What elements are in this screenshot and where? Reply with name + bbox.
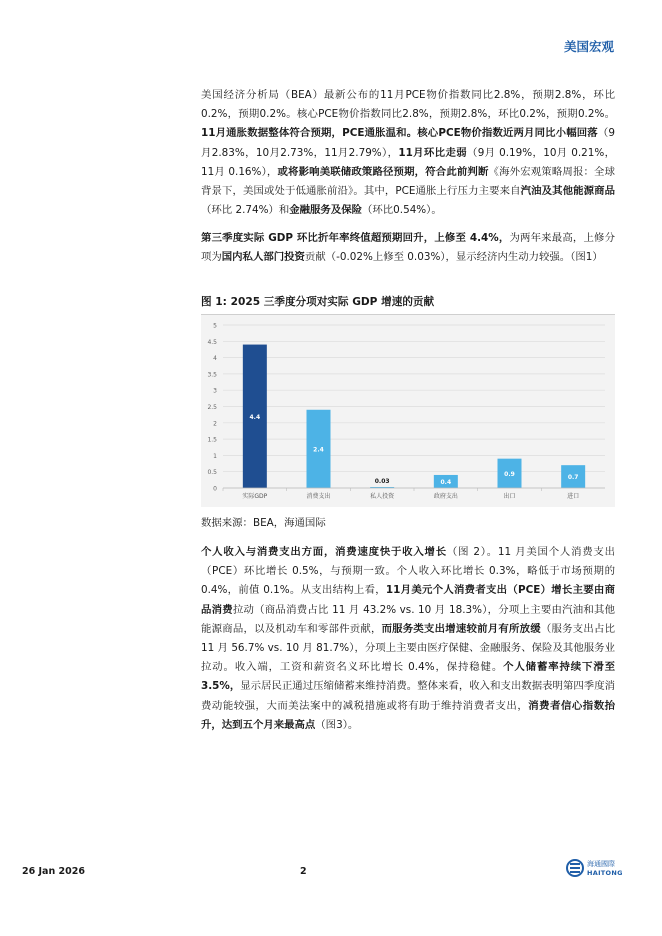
p1-run-9: 金融服务及保险 xyxy=(289,204,362,217)
bar-value-label: 2.4 xyxy=(313,446,324,454)
bar-value-label: 0.7 xyxy=(567,474,579,482)
y-tick-label: 5 xyxy=(213,322,217,330)
p3-run-6: 个人储蓄率持续下滑至 3.5%， xyxy=(201,661,616,693)
y-tick-label: 1 xyxy=(213,452,217,460)
haitong-logo xyxy=(566,858,628,880)
p3-run-8: 消费者信心指数抬升，达到五个月来最高点 xyxy=(201,699,615,731)
y-tick-label: 4.5 xyxy=(207,338,217,346)
p3-run-1: （图 2）。11 月美国个人消费支出（PCE）环比增长 0.5%，与预期一致。个人收入环比增长 0.3%，略低于市场预期的 0.4%，前值 0.1%。从支出结构上看， xyxy=(201,546,615,597)
y-tick-label: 4 xyxy=(213,355,217,363)
y-tick-label: 0.5 xyxy=(207,469,217,477)
y-tick-label: 1.5 xyxy=(207,436,217,444)
p3-run-3: 拉动（商品消费占比 11 月 43.2% vs. 10 月 18.3%），分项上主要由汽油和其他能源商品，以及机动车和零部件贡献， xyxy=(201,603,616,635)
p1-run-3: 11月环比走弱 xyxy=(398,146,467,159)
x-tick-label: 私人投资 xyxy=(370,493,395,500)
p1-run-10: （环比0.54%）。 xyxy=(362,204,442,217)
paragraph-income-consumption xyxy=(201,543,615,735)
logo-text-cn: 海通國際 xyxy=(587,860,615,868)
p2-run-3: 贡献（-0.02%上修至 0.03%），显示经济内生动力较强。（图1） xyxy=(304,251,603,264)
x-tick-label: 进口 xyxy=(567,493,580,500)
p2-run-1: 为两年来最高，上修分项为 xyxy=(201,232,616,264)
p1-run-8: （环比 2.74%）和 xyxy=(201,204,290,217)
x-tick-label: 消费支出 xyxy=(306,493,331,500)
p3-run-0: 个人收入与消费支出方面，消费速度快于收入增长 xyxy=(201,546,447,558)
section-header: 美国宏观 xyxy=(563,39,614,54)
p3-run-5: （服务支出占比 11 月 56.7% vs. 10 月 81.7%），分项上主要由医疗保健、金融服务、保险及其他服务业拉动。收入端，工资和薪资名义环比增长 0.4%，保持稳健。 xyxy=(201,622,616,674)
y-tick-label: 2 xyxy=(213,420,217,428)
gdp-contribution-chart xyxy=(201,315,615,507)
p3-run-7: 显示居民正通过压缩储蓄来维持消费。整体来看，收入和支出数据表明第四季度消费动能较强，大而美法案中的减税措施或将有助于维持消费者支出， xyxy=(201,680,615,712)
bar-value-label: 4.4 xyxy=(249,413,261,421)
p2-run-0: 第三季度实际 GDP 环比折年率终值超预期回升，上修至 4.4%， xyxy=(201,232,510,244)
haitong-logo-icon xyxy=(566,859,584,877)
p2-run-2: 国内私人部门投资 xyxy=(221,251,305,264)
p3-run-4: 而服务类支出增速较前月有所放缓 xyxy=(381,622,541,635)
y-tick-label: 3 xyxy=(213,387,217,395)
y-tick-label: 3.5 xyxy=(207,371,217,379)
p3-run-2: 11月美元个人消费者支出（PCE）增长主要由商品消费 xyxy=(201,584,615,616)
p3-run-9: （图3）。 xyxy=(315,718,359,731)
paragraph-gdp xyxy=(201,229,615,267)
p1-run-4: （9月 0.19%，10月 0.21%，11月 0.16%）， xyxy=(201,146,615,178)
p1-run-1: 11月通胀数据整体符合预期，PCE通胀温和。核心PCE物价指数近两月同比小幅回落 xyxy=(201,127,598,140)
p1-run-6: 《海外宏观策略周报：全球背景下，美国或处于低通胀前沿》。其中，PCE通胀上行压力主要来自 xyxy=(201,165,615,198)
p1-run-5: 或将影响美联储政策路径预期，符合此前判断 xyxy=(277,165,489,178)
bar-value-label: 0.9 xyxy=(504,470,515,478)
paragraph-pce xyxy=(201,86,615,220)
y-tick-label: 0 xyxy=(213,485,217,493)
figure-title: 图 1: 2025 三季度分项对实际 GDP 增速的贡献 xyxy=(201,296,435,308)
x-tick-label: 出口 xyxy=(503,493,516,500)
logo-text-en: HAITONG xyxy=(587,869,623,877)
p1-run-2: （9月2.83%，10月2.73%，11月2.79%）， xyxy=(201,127,615,159)
x-tick-label: 政府支出 xyxy=(433,493,458,500)
page-number: 2 xyxy=(300,866,307,877)
x-tick-label: 实际GDP xyxy=(242,493,268,500)
figure-source: 数据来源：BEA，海通国际 xyxy=(201,517,326,529)
p1-run-7: 汽油及其他能源商品 xyxy=(520,185,616,198)
footer-date: 26 Jan 2026 xyxy=(22,866,85,877)
bar-value-label: 0.03 xyxy=(374,478,390,486)
p1-run-0: 美国经济分析局（BEA）最新公布的11月PCE物价指数同比2.8%，预期2.8%，环比0.2%，预期0.2%。核心PCE物价指数同比2.8%，预期2.8%，环比0.2%，预期0.2%。 xyxy=(201,89,615,121)
y-tick-label: 2.5 xyxy=(207,404,217,411)
bar-value-label: 0.4 xyxy=(440,478,452,486)
